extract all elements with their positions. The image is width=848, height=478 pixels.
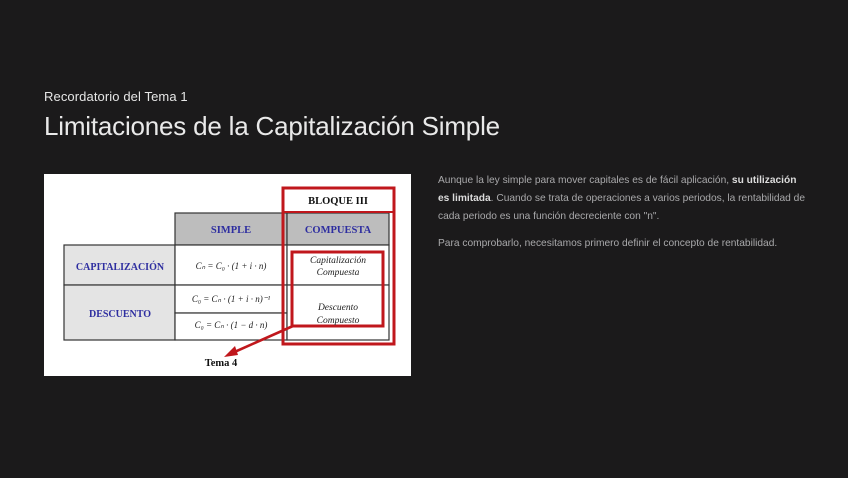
row-descuento-label: DESCUENTO [88, 309, 152, 320]
formula-desc-simple-2: C₀ = Cₙ · (1 − d · n) [194, 320, 268, 330]
cap-compuesta-line2: Compuesta [316, 268, 360, 278]
arrow-head [224, 346, 238, 357]
col-compuesta-label: COMPUESTA [304, 225, 372, 236]
emphasis-limited-use: su utilización es limitada [438, 175, 797, 204]
paragraph-2: Para comprobarlo, necesitamos primero definir el concepto de rentabilidad. [438, 238, 778, 249]
capitalization-table-figure [44, 174, 411, 376]
explanation-text [438, 172, 808, 262]
slide-title: Limitaciones de la Capitalización Simple [44, 111, 500, 141]
bloque-iii-label: BLOQUE III [308, 196, 368, 207]
col-simple-label: SIMPLE [210, 225, 252, 236]
formula-desc-simple-1: C₀ = Cₙ · (1 + i · n)⁻¹ [191, 294, 271, 304]
paragraph-1: Aunque la ley simple para mover capitales es de fácil aplicación, su utilización es limitada. Cuando se trata de operaciones a varios periodos, la rentabilidad de cada periodo es una función decreciente con "n". [438, 175, 805, 222]
slide-subtitle: Recordatorio del Tema 1 [44, 89, 188, 104]
cap-compuesta-line1: Capitalización [310, 256, 366, 266]
desc-compuesto-line2: Compuesto [316, 316, 360, 326]
desc-compuesto-line1: Descuento [317, 303, 359, 313]
tema4-label: Tema 4 [204, 358, 238, 369]
formula-cap-simple: Cₙ = C₀ · (1 + i · n) [195, 261, 267, 271]
row-capitalizacion-label: CAPITALIZACIÓN [75, 262, 165, 273]
